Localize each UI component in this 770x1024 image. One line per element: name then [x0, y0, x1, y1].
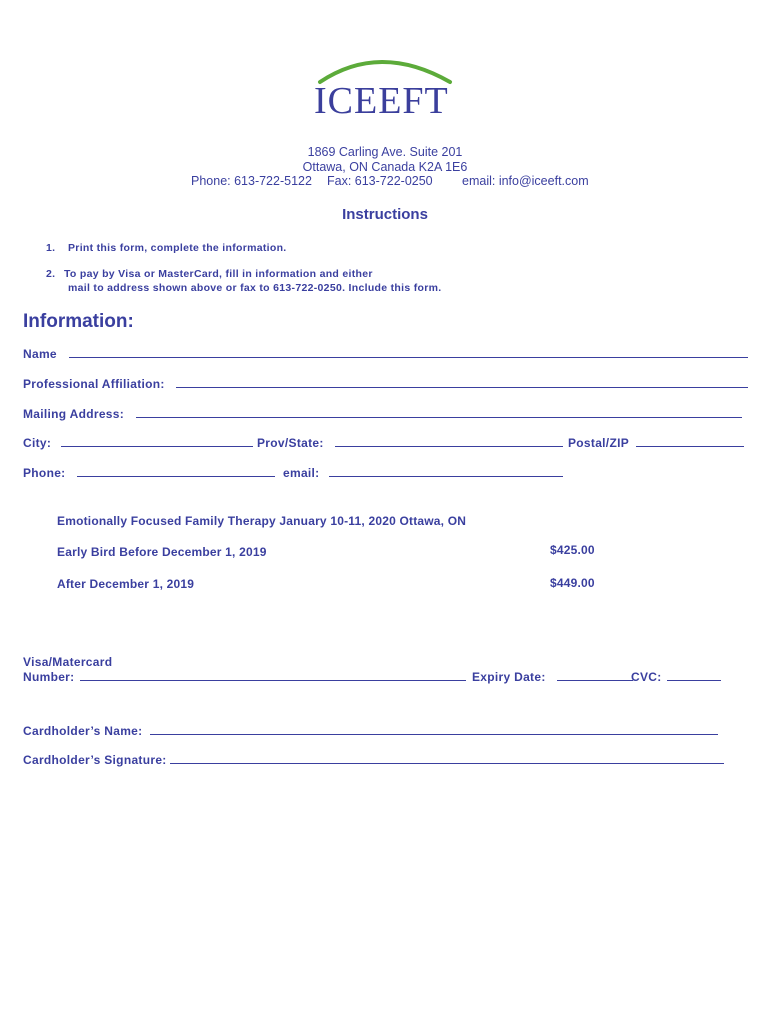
expiry-row: [472, 670, 633, 684]
expiry-label: Expiry Date:: [472, 670, 546, 684]
email-label: email:: [283, 466, 320, 480]
card-number-input-line[interactable]: [80, 670, 466, 681]
after-price: $449.00: [550, 576, 595, 590]
email-input-line[interactable]: [329, 466, 563, 477]
city-input-line[interactable]: [61, 436, 253, 447]
cardholder-name-row: [23, 724, 718, 738]
instruction-2-line2: mail to address shown above or fax to 613-722-0250. Include this form.: [68, 282, 442, 294]
mailing-input-line[interactable]: [136, 407, 742, 418]
course-title: Emotionally Focused Family Therapy January 10-11, 2020 Ottawa, ON: [57, 514, 467, 528]
instructions-title: Instructions: [342, 206, 428, 223]
information-title: Information:: [23, 311, 134, 332]
phone-label: Phone:: [23, 466, 66, 480]
early-bird-price: $425.00: [550, 543, 595, 557]
cardholder-name-input-line[interactable]: [150, 724, 718, 735]
instruction-1-number: 1.: [46, 242, 56, 254]
address-fax: Fax: 613-722-0250: [327, 174, 433, 188]
postal-field-row: [568, 436, 744, 450]
mailing-field-row: [23, 407, 742, 421]
instruction-1-text: Print this form, complete the information.: [68, 242, 287, 254]
prov-field-row: [257, 436, 563, 450]
cardholder-signature-input-line[interactable]: [170, 753, 724, 764]
affiliation-field-row: [23, 377, 748, 391]
logo-text: ICEEFT: [314, 80, 449, 122]
name-input-line[interactable]: [69, 347, 748, 358]
card-number-row: [23, 670, 466, 684]
email-field-row: [283, 466, 563, 480]
cvc-row: [631, 670, 721, 684]
phone-field-row: [23, 466, 275, 480]
cvc-input-line[interactable]: [667, 670, 721, 681]
expiry-input-line[interactable]: [557, 670, 633, 681]
address-email: email: info@iceeft.com: [462, 174, 589, 188]
name-field-row: [23, 347, 748, 361]
address-line1: 1869 Carling Ave. Suite 201: [307, 145, 463, 159]
prov-label: Prov/State:: [257, 436, 324, 450]
name-label: Name: [23, 347, 57, 361]
early-bird-label: Early Bird Before December 1, 2019: [57, 545, 267, 559]
cardholder-signature-label: Cardholder’s Signature:: [23, 753, 167, 767]
postal-label: Postal/ZIP: [568, 436, 629, 450]
address-line2: Ottawa, ON Canada K2A 1E6: [302, 160, 468, 174]
instruction-2-line1: To pay by Visa or MasterCard, fill in information and either: [64, 268, 373, 280]
affiliation-input-line[interactable]: [176, 377, 748, 388]
cardholder-signature-row: [23, 753, 724, 767]
iceeft-logo: [310, 52, 460, 122]
prov-input-line[interactable]: [335, 436, 563, 447]
postal-input-line[interactable]: [636, 436, 744, 447]
cvc-label: CVC:: [631, 670, 662, 684]
cardholder-name-label: Cardholder’s Name:: [23, 724, 143, 738]
card-label-line2: Number:: [23, 670, 75, 684]
card-label-line1: Visa/Matercard: [23, 655, 113, 669]
address-phone: Phone: 613-722-5122: [191, 174, 312, 188]
instruction-2-number: 2.: [46, 268, 56, 280]
mailing-label: Mailing Address:: [23, 407, 125, 421]
city-label: City:: [23, 436, 52, 450]
city-field-row: [23, 436, 253, 450]
affiliation-label: Professional Affiliation:: [23, 377, 165, 391]
phone-input-line[interactable]: [77, 466, 275, 477]
after-label: After December 1, 2019: [57, 577, 195, 591]
